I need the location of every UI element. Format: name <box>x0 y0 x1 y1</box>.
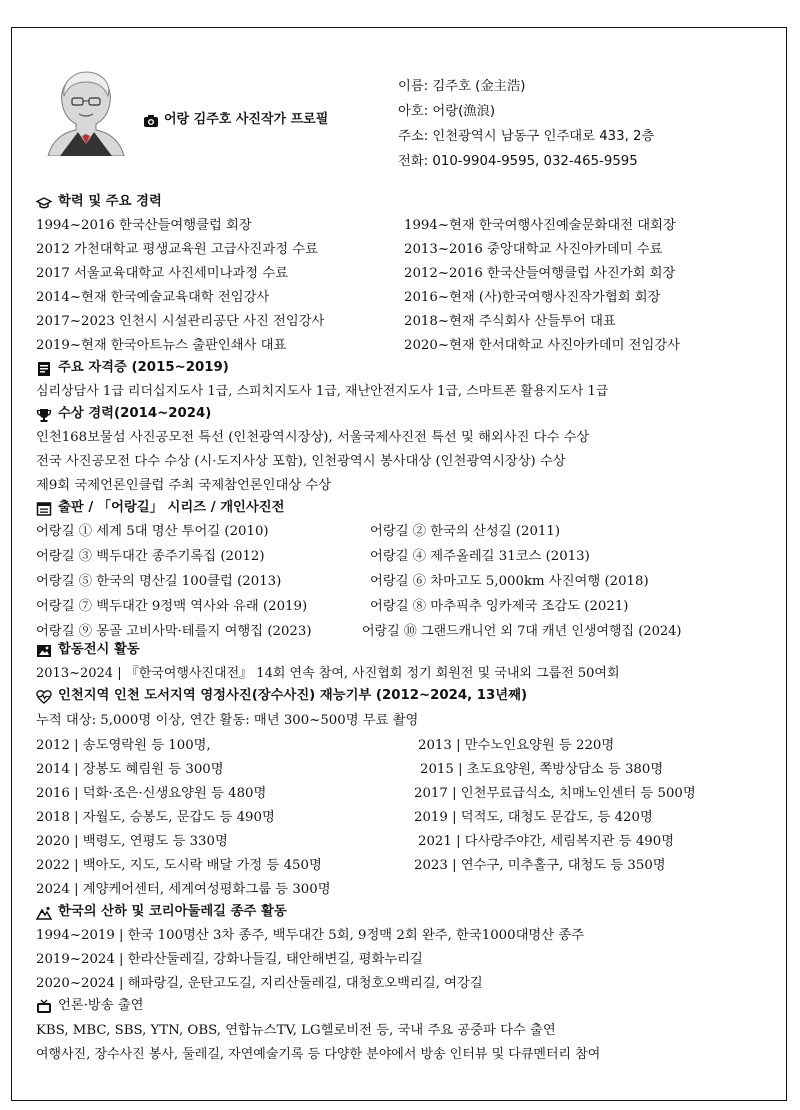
awards-line-1: 인천168보물섬 사진공모전 특선 (인천광역시장상), 서울국제사진전 특선 및 해외사진 다수 수상 <box>36 430 590 445</box>
education-heading: 학력 및 주요 경력 <box>58 194 162 209</box>
books-heading: 출판 / 「어랑길」 시리즈 / 개인사진전 <box>58 500 285 515</box>
media-heading: 언론·방송 출연 <box>58 998 144 1013</box>
education-left-3: 2017 서울교육대학교 사진세미나과정 수료 <box>36 266 289 281</box>
education-right-4: 2016~현재 (사)한국여행사진작가협회 회장 <box>404 290 661 305</box>
mountains-line-1: 1994~2019 | 한국 100명산 3차 종주, 백두대간 5회, 9정맥 2회 완주, 한국1000대명산 종주 <box>36 928 585 943</box>
volunteer-left-2: 2014 | 장봉도 혜림원 등 300명 <box>36 762 224 777</box>
volunteer-right-5: 2021 | 다사랑주야간, 세림복지관 등 490명 <box>418 834 675 849</box>
education-right-6: 2020~현재 한서대학교 사진아카데미 전임강사 <box>404 338 681 353</box>
tv-icon <box>36 999 52 1015</box>
volunteer-left-7: 2024 | 계양케어센터, 세계여성평화그룹 등 300명 <box>36 882 331 897</box>
heart-pulse-icon <box>36 689 52 705</box>
info-address: 주소: 인천광역시 남동구 인주대로 433, 2층 <box>398 129 655 144</box>
book-left-5: 어랑길 ⑨ 몽골 고비사막·테를지 여행집 (2023) <box>36 624 312 639</box>
profile-title: 어랑 김주호 사진작가 프로필 <box>164 112 329 127</box>
media-line-2: 여행사진, 장수사진 봉사, 둘레길, 자연예술기록 등 다양한 분야에서 방송 인터뷰 및 다큐멘터리 참여 <box>36 1047 601 1062</box>
book-left-4: 어랑길 ⑦ 백두대간 9정맥 역사와 유래 (2019) <box>36 599 308 614</box>
awards-heading: 수상 경력(2014~2024) <box>58 406 212 421</box>
book-left-3: 어랑길 ⑤ 한국의 명산길 100클럽 (2013) <box>36 574 282 589</box>
volunteer-right-3: 2017 | 인천무료급식소, 치매노인센터 등 500명 <box>414 786 696 801</box>
volunteer-heading: 인천지역 인천 도서지역 영정사진(장수사진) 재능기부 (2012~2024, 13년째) <box>58 688 528 703</box>
volunteer-left-1: 2012 | 송도영락원 등 100명, <box>36 738 211 753</box>
media-line-1: KBS, MBC, SBS, YTN, OBS, 연합뉴스TV, LG헬로비전 등, 국내 주요 공중파 다수 출연 <box>36 1023 556 1038</box>
certs-line: 심리상담사 1급 리더십지도사 1급, 스피치지도사 1급, 재난안전지도사 1급, 스마트폰 활용지도사 1급 <box>36 384 609 399</box>
awards-line-3: 제9회 국제언론인클럽 주최 국제참언론인대상 수상 <box>36 478 332 493</box>
portrait-photo <box>46 66 126 156</box>
camera-icon <box>143 113 159 129</box>
education-left-6: 2019~현재 한국아트뉴스 출판인쇄사 대표 <box>36 338 287 353</box>
trophy-icon <box>36 407 52 423</box>
mountains-heading: 한국의 산하 및 코리아둘레길 종주 활동 <box>58 904 287 919</box>
volunteer-right-4: 2019 | 덕적도, 대청도 문갑도, 등 420명 <box>414 810 653 825</box>
book-right-1: 어랑길 ② 한국의 산성길 (2011) <box>370 524 561 539</box>
book-left-1: 어랑길 ① 세계 5대 명산 투어길 (2010) <box>36 524 269 539</box>
book-icon <box>36 501 52 517</box>
volunteer-left-6: 2022 | 백아도, 지도, 도시락 배달 가정 등 450명 <box>36 858 322 873</box>
exhibition-line: 2013~2024 | 『한국여행사진대전』 14회 연속 참여, 사진협회 정기 회원전 및 국내외 그룹전 50여회 <box>36 666 620 681</box>
certs-heading: 주요 자격증 (2015~2019) <box>58 360 229 375</box>
volunteer-left-3: 2016 | 덕화·조은·신생요양원 등 480명 <box>36 786 267 801</box>
info-name: 이름: 김주호 (金主浩) <box>398 79 526 94</box>
education-left-1: 1994~2016 한국산들여행클럽 회장 <box>36 218 252 233</box>
education-right-2: 2013~2016 중앙대학교 사진아카데미 수료 <box>404 242 663 257</box>
education-right-1: 1994~현재 한국여행사진예술문화대전 대회장 <box>404 218 676 233</box>
volunteer-right-1: 2013 | 만수노인요양원 등 220명 <box>418 738 615 753</box>
education-right-3: 2012~2016 한국산들여행클럽 사진가회 회장 <box>404 266 676 281</box>
book-right-5: 어랑길 ⑩ 그랜드캐니언 외 7대 캐년 인생여행집 (2024) <box>362 624 682 639</box>
awards-line-2: 전국 사진공모전 다수 수상 (시·도지사상 포함), 인천광역시 봉사대상 (인천광역시장상) 수상 <box>36 454 566 469</box>
education-left-2: 2012 가천대학교 평생교육원 고급사진과정 수료 <box>36 242 318 257</box>
volunteer-left-5: 2020 | 백령도, 연평도 등 330명 <box>36 834 228 849</box>
volunteer-summary: 누적 대상: 5,000명 이상, 연간 활동: 매년 300~500명 무료 촬영 <box>36 713 419 728</box>
book-right-2: 어랑길 ④ 제주올레길 31코스 (2013) <box>370 549 590 564</box>
book-left-2: 어랑길 ③ 백두대간 종주기록집 (2012) <box>36 549 265 564</box>
info-pen-name: 아호: 어랑(漁浪) <box>398 104 496 119</box>
info-phone: 전화: 010-9904-9595, 032-465-9595 <box>398 154 638 169</box>
education-left-4: 2014~현재 한국예술교육대학 전임강사 <box>36 290 270 305</box>
volunteer-right-2: 2015 | 초도요양원, 쪽방상담소 등 380명 <box>420 762 664 777</box>
education-left-5: 2017~2023 인천시 시설관리공단 사진 전임강사 <box>36 314 325 329</box>
mountains-line-2: 2019~2024 | 한라산둘레길, 강화나들길, 태안해변길, 평화누리길 <box>36 952 423 967</box>
book-right-4: 어랑길 ⑧ 마추픽추 잉카제국 조감도 (2021) <box>370 599 629 614</box>
volunteer-left-4: 2018 | 자월도, 승봉도, 문갑도 등 490명 <box>36 810 275 825</box>
education-right-5: 2018~현재 주식회사 산들투어 대표 <box>404 314 616 329</box>
graduation-cap-icon <box>36 195 52 211</box>
book-right-3: 어랑길 ⑥ 차마고도 5,000km 사진여행 (2018) <box>370 574 649 589</box>
exhibition-heading: 합동전시 활동 <box>58 642 140 657</box>
volunteer-right-6: 2023 | 연수구, 미추홀구, 대청도 등 350명 <box>414 858 666 873</box>
gallery-icon <box>36 643 52 659</box>
mountain-icon <box>36 905 52 921</box>
mountains-line-3: 2020~2024 | 해파랑길, 운탄고도길, 지리산둘레길, 대청호오백리길, 여강길 <box>36 976 483 991</box>
certificate-icon <box>36 361 52 377</box>
